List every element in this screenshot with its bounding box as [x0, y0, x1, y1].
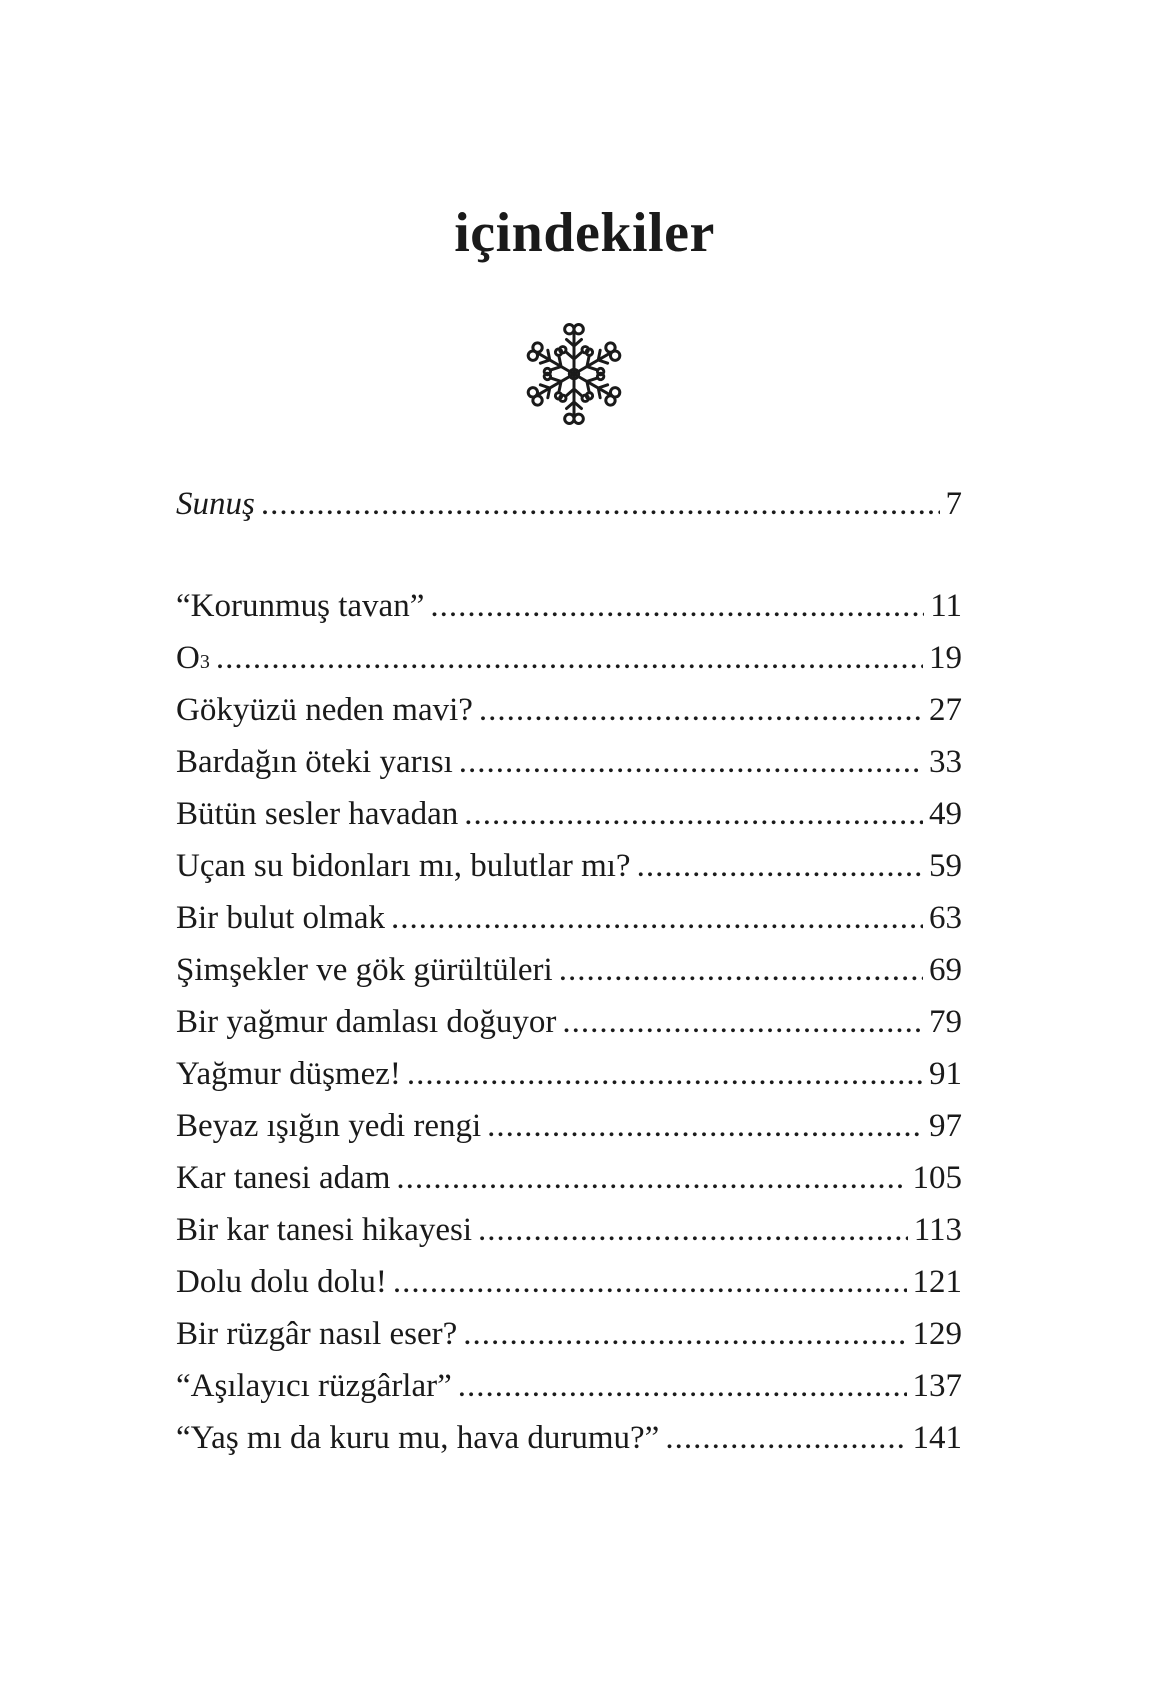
toc-entry[interactable]: [176, 788, 962, 840]
toc-entry-page: 129: [912, 1316, 962, 1352]
toc-chapter-list: [176, 580, 962, 1464]
dot-leader: [393, 1256, 907, 1308]
toc-entry[interactable]: [176, 1204, 962, 1256]
dot-leader: [464, 788, 923, 840]
toc-entry-page: 105: [912, 1160, 962, 1196]
toc-entry-label: Uçan su bidonları mı, bulutlar mı?: [176, 848, 631, 884]
toc-entry-label: Bir bulut olmak: [176, 900, 385, 936]
toc-entry-label: Bardağın öteki yarısı: [176, 744, 453, 780]
toc-entry-label: “Aşılayıcı rüzgârlar”: [176, 1368, 452, 1404]
dot-leader: [459, 736, 923, 788]
toc-entry-page: 91: [929, 1056, 962, 1092]
toc-entry[interactable]: [176, 1360, 962, 1412]
toc-entry[interactable]: [176, 684, 962, 736]
dot-leader: [391, 892, 923, 944]
dot-leader: [665, 1412, 906, 1464]
toc-entry-label: Kar tanesi adam: [176, 1160, 391, 1196]
dot-leader: [407, 1048, 923, 1100]
toc-entry[interactable]: [176, 1412, 962, 1464]
toc-preface: [176, 478, 962, 530]
toc-entry-label: “Yaş mı da kuru mu, hava durumu?”: [176, 1420, 660, 1456]
toc-entry-label: O: [176, 640, 200, 676]
dot-leader: [261, 478, 940, 530]
toc-entry-label: Sunuş: [176, 486, 255, 522]
toc-entry-label: Beyaz ışığın yedi rengi: [176, 1108, 482, 1144]
toc-entry-page: 141: [912, 1420, 962, 1456]
toc-entry[interactable]: [176, 1256, 962, 1308]
dot-leader: [216, 632, 923, 684]
toc-entry-page: 11: [930, 588, 962, 624]
toc-entry[interactable]: [176, 1100, 962, 1152]
toc-entry-page: 63: [929, 900, 962, 936]
toc-entry[interactable]: [176, 1152, 962, 1204]
toc-entry-label: Dolu dolu dolu!: [176, 1264, 387, 1300]
toc-entry-page: 113: [913, 1212, 962, 1248]
toc-entry-page: 137: [912, 1368, 962, 1404]
toc-entry-page: 69: [929, 952, 962, 988]
toc-entry-label: Yağmur düşmez!: [176, 1056, 401, 1092]
toc-entry[interactable]: [176, 892, 962, 944]
toc-entry-page: 49: [929, 796, 962, 832]
page-title: içindekiler: [454, 202, 715, 264]
dot-leader: [562, 996, 923, 1048]
toc-entry[interactable]: [176, 840, 962, 892]
toc-entry-label: Şimşekler ve gök gürültüleri: [176, 952, 553, 988]
dot-leader: [559, 944, 923, 996]
toc-entry[interactable]: [176, 1048, 962, 1100]
toc-entry[interactable]: [176, 996, 962, 1048]
dot-leader: [478, 1204, 908, 1256]
toc-entry-preface[interactable]: [176, 478, 962, 530]
toc-entry-label: Bütün sesler havadan: [176, 796, 459, 832]
snowflake-ornament-icon: [518, 318, 630, 430]
dot-leader: [430, 580, 924, 632]
toc-entry-page: 121: [912, 1264, 962, 1300]
toc-entry-page: 79: [929, 1004, 962, 1040]
toc-entry[interactable]: [176, 736, 962, 788]
toc-entry-page: 7: [945, 486, 962, 522]
dot-leader: [458, 1360, 907, 1412]
toc-entry-label: Gökyüzü neden mavi?: [176, 692, 473, 728]
toc-entry-label: “Korunmuş tavan”: [176, 588, 425, 624]
dot-leader: [479, 684, 923, 736]
dot-leader: [396, 1152, 906, 1204]
toc-entry[interactable]: [176, 1308, 962, 1360]
dot-leader: [637, 840, 923, 892]
toc-entry-page: 27: [929, 692, 962, 728]
toc-entry-page: 59: [929, 848, 962, 884]
toc-entry-page: 19: [929, 640, 962, 676]
toc-entry-label: Bir yağmur damlası doğuyor: [176, 1004, 557, 1040]
dot-leader: [487, 1100, 923, 1152]
toc-entry-label: Bir rüzgâr nasıl eser?: [176, 1316, 458, 1352]
toc-entry-page: 97: [929, 1108, 962, 1144]
toc-entry-label: Bir kar tanesi hikayesi: [176, 1212, 473, 1248]
toc-entry-page: 33: [929, 744, 962, 780]
toc-entry[interactable]: O 3 ..... 19: [176, 632, 962, 684]
toc-entry[interactable]: [176, 944, 962, 996]
dot-leader: [463, 1308, 906, 1360]
toc-entry[interactable]: [176, 580, 962, 632]
